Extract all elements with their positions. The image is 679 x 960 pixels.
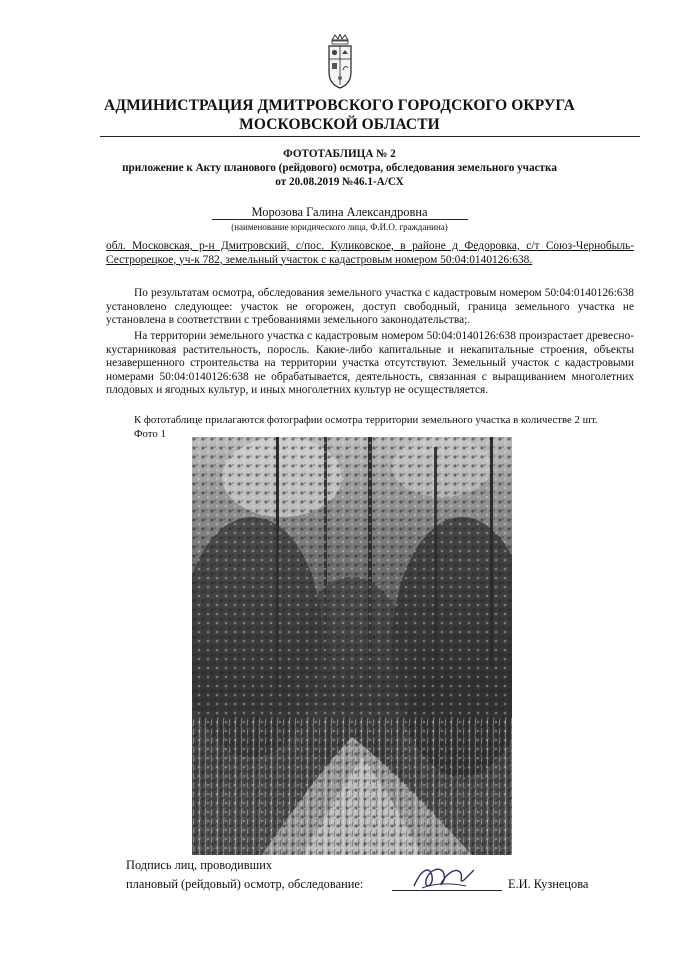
photo-label: Фото 1: [134, 428, 166, 440]
inspection-paragraph-2: На территории земельного участка с кадастровым номером 50:04:0140126:638 произрастает древесно-кустарниковая растительность, поросль. Какие-либо капитальные и некапитальные строения, объекты незавершенного строительства на территории участка отсутствуют. Земельный участок с кадастровыми номерами 50:04:0140126:638 не обрабатывается, деятельность, связанная с выращиванием многолетних плодовых и ягодных культур, и иных многолетних культур не осуществляется.: [106, 330, 634, 396]
citizen-caption: (наименование юридического лица, Ф.И.О. гражданина): [231, 222, 448, 232]
inspector-name: Е.И. Кузнецова: [508, 877, 589, 891]
signature-caption-line2: плановый (рейдовый) осмотр, обследование:: [126, 877, 364, 891]
document-title: ФОТОТАБЛИЦА № 2: [283, 148, 396, 160]
attachment-note: К фототаблице прилагаются фотографии осмотра территории земельного участка в количестве 2 шт.: [134, 414, 598, 426]
coat-of-arms-icon: [326, 34, 354, 90]
organization-title-line2: МОСКОВСКОЙ ОБЛАСТИ: [239, 116, 440, 133]
citizen-name-underline: [212, 219, 468, 220]
document-date: от 20.08.2019 №46.1-А/СХ: [275, 176, 404, 188]
land-plot-photo: [192, 437, 512, 855]
header-divider: [100, 136, 640, 137]
citizen-name: Морозова Галина Александровна: [251, 205, 428, 219]
document-subtitle: приложение к Акту планового (рейдового) осмотра, обследования земельного участка: [122, 162, 557, 174]
organization-title: [0, 96, 679, 134]
organization-title-line1: АДМИНИСТРАЦИЯ ДМИТРОВСКОГО ГОРОДСКОГО ОКРУГА: [104, 97, 575, 114]
inspection-paragraph-1: По результатам осмотра, обследования земельного участка с кадастровым номером 50:04:0140126:638 установлено следующее: участок не огорожен, доступ свободный, граница земельного участка не установлена в соответствии с требованиями земельного законодательства;.: [106, 287, 634, 326]
handwritten-signature: [408, 862, 478, 894]
signature-caption-line1: Подпись лиц, проводивших: [126, 858, 273, 872]
document-heading: [0, 147, 679, 189]
land-plot-address: обл. Московская, р-н Дмитровский, с/пос. Куликовское, в районе д Федоровка, с/т Союз-Чернобыль-Сестрорецкое, уч-к 782, земельный участок с кадастровым номером 50:04:0140126:638.: [106, 240, 634, 266]
